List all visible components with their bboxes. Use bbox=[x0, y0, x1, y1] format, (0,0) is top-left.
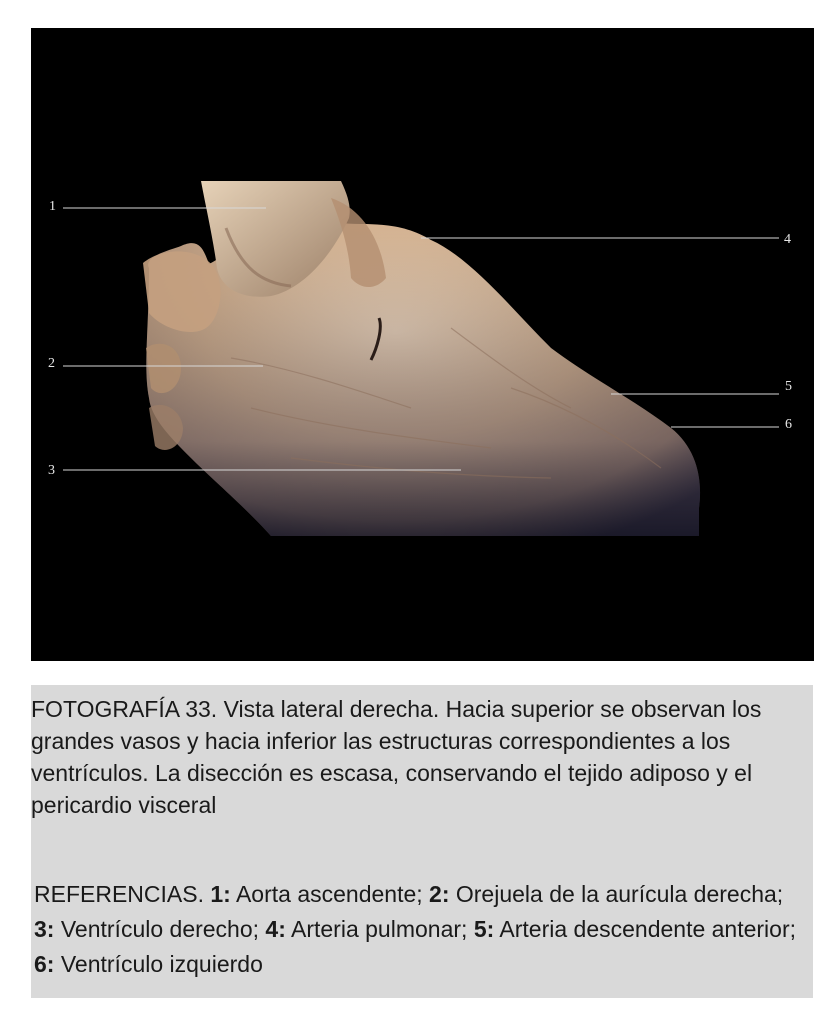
label-6: 6 bbox=[785, 417, 792, 432]
ref-num-5: 5: bbox=[473, 916, 495, 942]
label-1: 1 bbox=[49, 199, 56, 214]
ref-num-2: 2: bbox=[429, 881, 450, 907]
label-3: 3 bbox=[48, 463, 55, 478]
ref-text-5: Arteria descendente anterior; bbox=[499, 916, 797, 942]
leader-lines bbox=[31, 28, 814, 661]
ref-num-1: 1: bbox=[210, 881, 231, 907]
ref-text-6: Ventrículo izquierdo bbox=[60, 951, 263, 977]
ref-num-4: 4: bbox=[265, 916, 286, 942]
references bbox=[34, 877, 804, 982]
ref-num-6: 6: bbox=[34, 951, 55, 977]
label-4: 4 bbox=[784, 232, 791, 247]
figure-caption: FOTOGRAFÍA 33. Vista lateral derecha. Hacia superior se observan los grandes vasos y hacia inferior las estructuras correspondientes a los ventrículos. La disección es escasa, conservando el tejido adiposo y el pericardio visceral bbox=[31, 696, 762, 818]
heart-photograph bbox=[31, 28, 814, 661]
ref-text-1: Aorta ascendente; bbox=[235, 881, 423, 907]
label-5: 5 bbox=[785, 379, 792, 394]
ref-text-4: Arteria pulmonar; bbox=[291, 916, 468, 942]
ref-num-3: 3: bbox=[34, 916, 55, 942]
label-2: 2 bbox=[48, 356, 55, 371]
ref-text-3: Ventrículo derecho; bbox=[60, 916, 260, 942]
caption-box bbox=[31, 685, 813, 998]
ref-text-2: Orejuela de la aurícula derecha; bbox=[455, 881, 784, 907]
references-heading: REFERENCIAS. bbox=[34, 881, 204, 907]
